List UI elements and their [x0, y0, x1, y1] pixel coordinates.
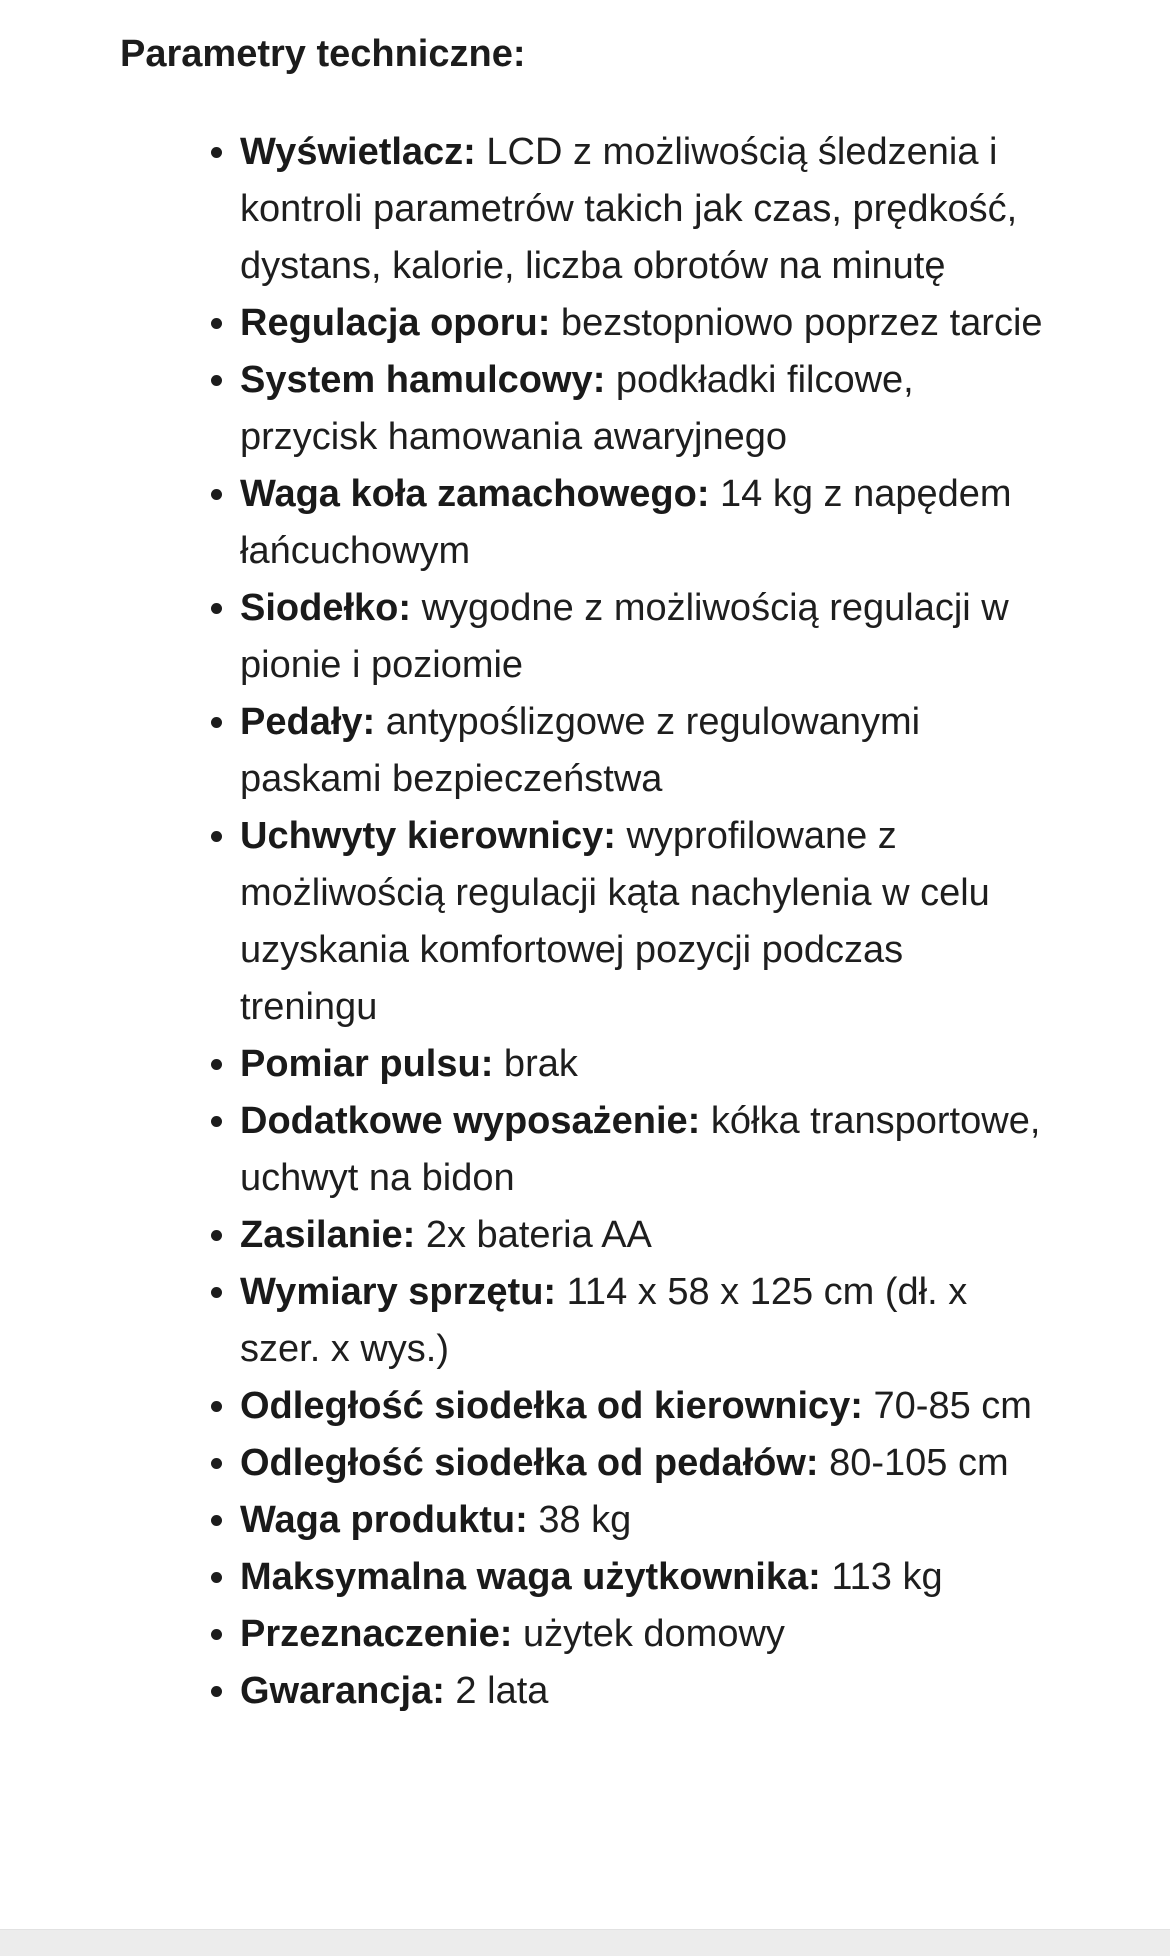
spec-label: Odległość siodełka od kierownicy:: [240, 1385, 863, 1427]
spec-label: Waga produktu:: [240, 1499, 528, 1541]
spec-label: Wyświetlacz:: [240, 131, 476, 173]
spec-label: Siodełko:: [240, 587, 412, 629]
spec-item-warranty: [240, 1663, 1050, 1720]
spec-item-saddle-to-handlebar: [240, 1378, 1050, 1435]
specs-section: [120, 26, 1050, 1720]
spec-item-dimensions: [240, 1264, 1050, 1378]
spec-item-purpose: [240, 1606, 1050, 1663]
bottom-overlay-bar: [0, 1929, 1170, 1956]
spec-item-flywheel: [240, 466, 1050, 580]
spec-value: 114 x 58 x 125 cm (dł. x szer. x wys.): [240, 1271, 968, 1370]
spec-label: Wymiary sprzętu:: [240, 1271, 557, 1313]
spec-value: 113 kg: [820, 1556, 943, 1598]
spec-value: 2 lata: [444, 1670, 549, 1712]
spec-item-resistance: [240, 295, 1050, 352]
spec-label: Gwarancja:: [240, 1670, 445, 1712]
spec-value: brak: [493, 1043, 578, 1085]
spec-value: 70-85 cm: [862, 1385, 1032, 1427]
spec-label: Dodatkowe wyposażenie:: [240, 1100, 701, 1142]
spec-value: 2x bateria AA: [415, 1214, 652, 1256]
spec-label: Uchwyty kierownicy:: [240, 815, 616, 857]
spec-value: 38 kg: [527, 1499, 632, 1541]
spec-value: wyprofilowane z możliwością regulacji kąta nachylenia w celu uzyskania komfortowej pozycji podczas treningu: [240, 815, 990, 1028]
spec-value: antypoślizgowe z regulowanymi paskami bezpieczeństwa: [240, 701, 921, 800]
spec-value: 80-105 cm: [818, 1442, 1009, 1484]
spec-value: LCD z możliwością śledzenia i kontroli parametrów takich jak czas, prędkość, dystans, kalorie, liczba obrotów na minutę: [240, 131, 1018, 287]
spec-label: Odległość siodełka od pedałów:: [240, 1442, 819, 1484]
spec-label: System hamulcowy:: [240, 359, 606, 401]
spec-label: Przeznaczenie:: [240, 1613, 513, 1655]
spec-value: użytek domowy: [512, 1613, 785, 1655]
spec-item-brake-system: [240, 352, 1050, 466]
spec-list: [120, 124, 1050, 1720]
spec-item-saddle-to-pedals: [240, 1435, 1050, 1492]
spec-item-extras: [240, 1093, 1050, 1207]
spec-label: Waga koła zamachowego:: [240, 473, 710, 515]
spec-label: Pedały:: [240, 701, 376, 743]
spec-value: podkładki filcowe, przycisk hamowania awaryjnego: [240, 359, 914, 458]
spec-item-display: [240, 124, 1050, 295]
spec-value: wygodne z możliwością regulacji w pionie i poziomie: [240, 587, 1009, 686]
spec-item-pedals: [240, 694, 1050, 808]
spec-label: Maksymalna waga użytkownika:: [240, 1556, 821, 1598]
spec-value: 14 kg z napędem łańcuchowym: [240, 473, 1012, 572]
spec-label: Regulacja oporu:: [240, 302, 551, 344]
section-title: Parametry techniczne:: [120, 33, 526, 75]
spec-label: Pomiar pulsu:: [240, 1043, 494, 1085]
spec-item-pulse: [240, 1036, 1050, 1093]
spec-item-product-weight: [240, 1492, 1050, 1549]
spec-item-handlebars: [240, 808, 1050, 1036]
spec-item-max-user-weight: [240, 1549, 1050, 1606]
spec-item-power: [240, 1207, 1050, 1264]
spec-value: kółka transportowe, uchwyt na bidon: [240, 1100, 1041, 1199]
spec-item-saddle: [240, 580, 1050, 694]
spec-value: bezstopniowo poprzez tarcie: [550, 302, 1043, 344]
spec-label: Zasilanie:: [240, 1214, 416, 1256]
